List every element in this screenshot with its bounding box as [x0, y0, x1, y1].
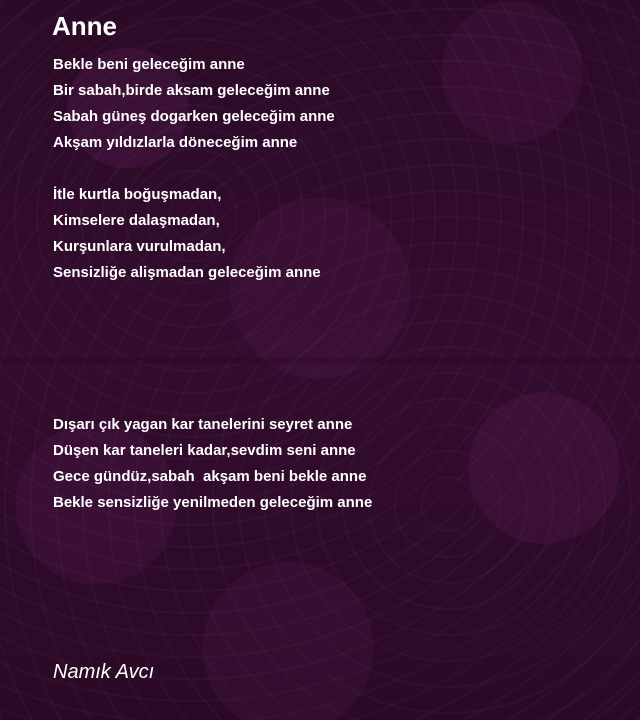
poem-author: Namık Avcı	[53, 661, 155, 683]
poem-line: Bekle sensizliğe yenilmeden geleceğim anne	[53, 494, 373, 511]
poem-line: Gece gündüz,sabah akşam beni bekle anne	[53, 468, 367, 485]
poem-line: Bekle beni geleceğim anne	[53, 56, 245, 73]
poem-line: Dışarı çık yagan kar tanelerini seyret anne	[53, 416, 353, 433]
poem-line: Bir sabah,birde aksam geleceğim anne	[53, 82, 330, 99]
stanza-1	[53, 52, 335, 156]
stanza-3	[53, 412, 372, 516]
poem-line: Akşam yıldızlarla döneceğim anne	[53, 134, 298, 151]
background-band	[0, 358, 640, 364]
poem-line: Sabah güneş dogarken geleceğim anne	[53, 108, 335, 125]
poem-line: Düşen kar taneleri kadar,sevdim seni anne	[53, 442, 356, 459]
stanza-2	[53, 182, 321, 286]
poem-line: Kimselere dalaşmadan,	[53, 212, 220, 229]
poem-line: Sensizliğe alişmadan geleceğim anne	[53, 264, 321, 281]
poem-title: Anne	[52, 11, 117, 41]
poem-line: İtle kurtla boğuşmadan,	[53, 186, 222, 203]
poem-line: Kurşunlara vurulmadan,	[53, 238, 226, 255]
